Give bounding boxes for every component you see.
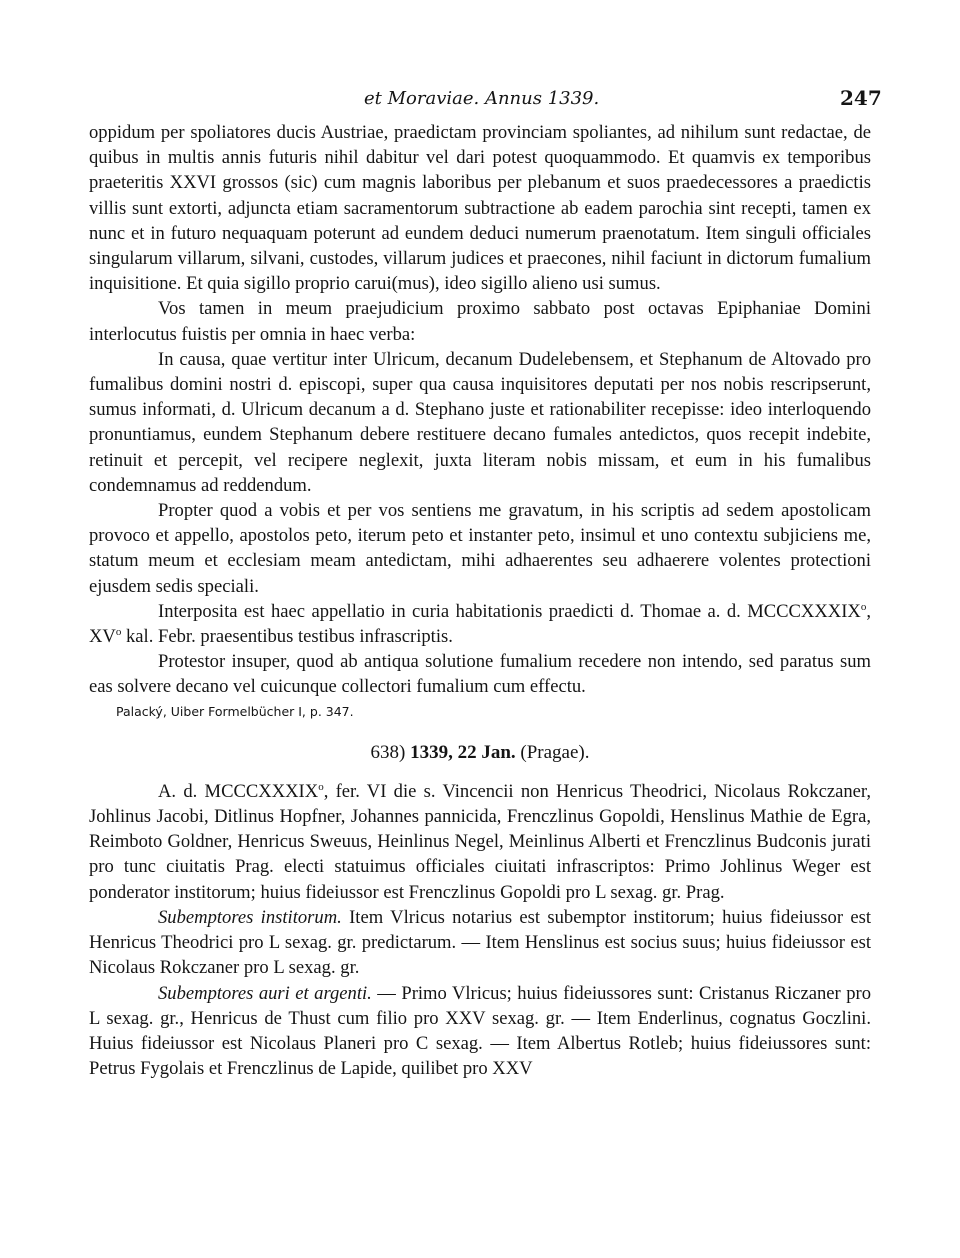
text-run: , XV: [89, 600, 871, 648]
protestor-paragraph: Protestor insuper, quod ab antiqua solutione fumalium recedere non intendo, sed paratus sum eas solvere decano vel cuicunque collectori fumalium cum effectu.: [89, 651, 871, 698]
document-number: 638): [370, 741, 406, 763]
superscript: o: [860, 600, 867, 613]
text-run: — Primo Vlricus; huius fideiussores sunt: Cristanus Riczaner pro L sexag. gr., Henricus de Thust cum filio pro XXV sexag. gr. — Item Enderlinus, cognatus Goczlini. Huius fideiussor est Nicolaus Planeri pro C sexag. — Item Albertus Rotleb; huius fideiussores sunt: Petrus Fygolais et Frenczlinus de Lapide, quilibet pro XXV: [89, 982, 871, 1080]
page-header: [0, 88, 960, 118]
charter-section: [89, 981, 871, 1082]
text-run: Item Vlricus notarius est subemptor institorum; huius fideiussor est Henricus Theodrici pro L sexag. gr. predictarum. — Item Henslinus est socius suus; huius fideiussor est Nicolaus Rokczaner pro L sexag. gr.: [89, 906, 871, 979]
source-citation: Palacký, Uiber Formelbücher I, p. 347.: [116, 703, 354, 719]
text-run: A. d. MCCCXXXIX: [158, 780, 319, 802]
page-body: [89, 120, 871, 1081]
superscript: o: [318, 780, 324, 793]
text-run: Interposita est haec appellatio in curia habitationis praedicti d. Thomae a. d. MCCCXXXIX: [158, 600, 861, 622]
document-date: 1339, 22 Jan.: [410, 741, 516, 763]
section-heading: Subemptores auri et argenti.: [158, 982, 372, 1004]
paragraph: oppidum per spoliatores ducis Austriae, praedictam provinciam spoliantes, ad nihilum sunt redactae, de quibus in multis annis futuris nihil dabitur vel dari potest quoquammodo. Et quamvis ex temporibus praeteritis XXVI grossos (sic) cum magnis laboribus per plebanum et suos praedecessores a praedictis villis sunt extorti, adjuncta etiam sacramentorum subtractione ab eadem parochia sint recepti, tamen ex nunc et in futuro nequaquam poterunt ad eundem deduci numerum praenotatum. Item singuli officiales singularum villarum, silvani, custodes, villarum judices et praecones, nihil faciunt in dictorum fumalium inquisitione. Et quia sigillo proprio carui(mus), ideo sigillo alieno usi sumus.: [89, 122, 871, 295]
text-run: , fer. VI die s. Vincencii non Henricus Theodrici, Nicolaus Rokczaner, Johlinus Jacobi, Ditlinus Hopfner, Johannes pannicida, Frenczlinus Gopoldi, Henslinus Mathie de Egra, Reimboto Goldner, Henricus Sweuus, Heinlinus Negel, Meinlinus Alberti et Frenczlinus Budconis jurati pro tunc ciuitatis Prag. electi statuimus officiales ciuitati infrascriptos: Primo Johlinus Weger est ponderator institorum; huius fideiussor est Frenczlinus Gopoldi pro L sexag. gr. Prag.: [89, 780, 871, 903]
charter-section: [89, 905, 871, 981]
interposita-paragraph: [89, 599, 871, 649]
paragraph: Propter quod a vobis et per vos sentiens me gravatum, in his scriptis ad sedem apostolicam provoco et appello, apostolos peto, iterum peto et instanter peto, insimul et uno contextu subjiciens me, statum meum et ecclesiam meam antedictam, mihi adhaerentes seu adhaerere volentes protectioni ejusdem sedis speciali.: [89, 500, 871, 597]
document-place: (Pragae).: [520, 741, 590, 763]
document-title: [89, 740, 871, 765]
paragraph: Vos tamen in meum praejudicium proximo sabbato post octavas Epiphaniae Domini interlocutus fuistis per omnia in haec verba:: [89, 298, 871, 345]
paragraph: In causa, quae vertitur inter Ulricum, decanum Dudelebensem, et Stephanum de Altovado pro fumalibus domini nostri d. episcopi, super qua causa inquisitores deputati per nos nobis rescripserunt, sumus informati, d. Ulricum decanum a d. Stephano juste et rationabiliter recepisse: ideo interloquendo pronuntiamus, eundem Stephanum debere restituere decano fumales antedictos, quos recepit indebite, retinuit et percepit, vel recipere neglexit, juxta literam nobis missam, et eum in his fumalibus condemnamus ad reddendum.: [89, 348, 871, 496]
text-run: kal. Febr. praesentibus testibus infrascriptis.: [121, 626, 453, 648]
charter-opening: [89, 779, 871, 905]
superscript: o: [115, 625, 122, 638]
running-title: et Moraviae. Annus 1339.: [364, 88, 600, 109]
page-number: 247: [840, 86, 882, 110]
section-heading: Subemptores institorum.: [158, 906, 342, 928]
